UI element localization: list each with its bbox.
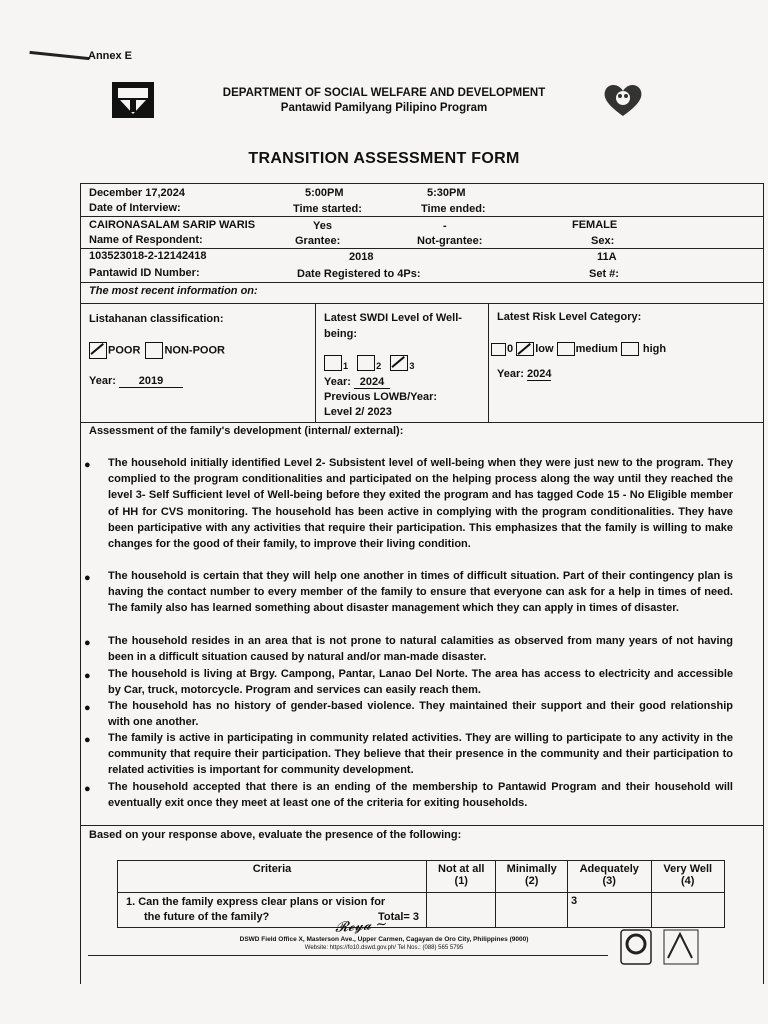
criteria-header: Criteria (118, 861, 427, 893)
very-well-header (651, 861, 725, 893)
pen-mark (29, 41, 90, 60)
swdi-label: Latest SWDI Level of Well- (324, 312, 462, 324)
not-grantee-label: Not-grantee: (417, 235, 483, 247)
risk-medium-checkbox[interactable] (557, 342, 575, 356)
time-started-value: 5:00PM (305, 187, 344, 199)
criteria-table (117, 860, 725, 928)
non-poor-checkbox[interactable] (145, 342, 163, 359)
signature: 𝓡𝓮𝔂𝓪 ~ (334, 916, 388, 936)
time-ended-label: Time ended: (421, 203, 486, 215)
risk-year-value: 2024 (526, 368, 552, 380)
bullet-icon: ● (84, 734, 91, 746)
dswd-logo-icon (110, 80, 156, 120)
criteria-row-1-question-text: the future of the family? (144, 911, 270, 923)
divider (81, 282, 763, 283)
assessment-form (80, 183, 764, 984)
divider (315, 303, 316, 422)
not-at-all-header (427, 861, 496, 893)
program-name: Pantawid Pamilyang Pilipino Program (280, 102, 488, 114)
adequately-score: (3) (602, 875, 616, 887)
adequately-label: Adequately (579, 863, 639, 875)
divider (81, 422, 763, 423)
divider (81, 216, 763, 217)
form-title: TRANSITION ASSESSMENT FORM (248, 150, 520, 167)
criteria-row-1-total: Total= 3 (377, 911, 420, 923)
listahanan-year (89, 375, 183, 388)
minimally-cell[interactable] (496, 893, 567, 928)
swdi-level-2-checkbox[interactable] (357, 355, 375, 371)
footer-divider (88, 955, 608, 956)
swdi-level-2-label: 2 (376, 361, 382, 372)
swdi-level-3-label: 3 (409, 361, 415, 372)
interview-date-value: December 17,2024 (89, 187, 186, 199)
footer-contact: Website: https://fo10.dswd.gov.ph/ Tel Nos.: (088) 565 5795 (304, 945, 464, 951)
adequately-header (567, 861, 651, 893)
not-grantee-value: - (443, 220, 447, 232)
assessment-bullet-7: The household accepted that there is an ending of the membership to Pantawid Program and their household will eventually exit once they meet at least one of the criteria for exiting households. (108, 781, 733, 810)
risk-high-label: high (642, 342, 667, 355)
table-row (118, 893, 725, 928)
not-at-all-label: Not at all (438, 863, 485, 875)
grantee-value: Yes (313, 220, 332, 232)
divider (81, 303, 763, 304)
recent-info-label: The most recent information on: (89, 285, 258, 297)
respondent-name-label: Name of Respondent: (89, 234, 203, 246)
very-well-score: (4) (681, 875, 695, 887)
pantawid-id-label: Pantawid ID Number: (89, 267, 200, 279)
divider (488, 303, 489, 422)
department-name: DEPARTMENT OF SOCIAL WELFARE AND DEVELOPMENT (222, 87, 546, 99)
non-poor-label: NON-POOR (164, 344, 225, 357)
poor-checkbox[interactable] (89, 342, 107, 359)
risk-0-checkbox[interactable] (491, 343, 506, 356)
interview-date-label: Date of Interview: (89, 202, 181, 214)
bullet-icon: ● (84, 637, 91, 649)
divider (81, 248, 763, 249)
minimally-label: Minimally (506, 863, 557, 875)
risk-year (497, 368, 551, 380)
certification-logos-icon (620, 928, 720, 968)
swdi-year-label: Year: (324, 376, 351, 388)
divider (81, 825, 763, 826)
assessment-heading: Assessment of the family's development (internal/ external): (89, 425, 404, 437)
assessment-bullet-5: The household has no history of gender-based violence. They maintained their support and their good relationship with one another. (108, 700, 733, 729)
swdi-level-1-label: 1 (343, 361, 349, 372)
adequately-cell[interactable]: 3 (567, 893, 651, 928)
evaluate-heading: Based on your response above, evaluate the presence of the following: (89, 829, 462, 841)
minimally-header (496, 861, 567, 893)
swdi-year (324, 376, 390, 389)
bullet-icon: ● (84, 783, 91, 795)
previous-lowb-label: Previous LOWB/Year: (324, 391, 438, 403)
assessment-bullet-4: The household is living at Brgy. Campong, Pantar, Lanao Del Norte. The area has access to electricity and accessible by Car, truck, motorcycle. Program and services can easily reach them. (108, 668, 733, 697)
risk-medium-label: medium (575, 342, 618, 355)
risk-level-label: Latest Risk Level Category: (497, 311, 642, 323)
set-value: 11A (597, 251, 617, 263)
set-label: Set #: (589, 268, 619, 280)
annex-label: Annex E (88, 50, 133, 62)
swdi-options (324, 355, 414, 371)
criteria-row-1-question: 1. Can the family express clear plans or vision for (126, 896, 386, 908)
footer-address: DSWD Field Office X, Masterson Ave., Upper Carmen, Cagayan de Oro City, Philippines (9000) (239, 936, 529, 943)
not-at-all-cell[interactable] (427, 893, 496, 928)
risk-high-checkbox[interactable] (621, 342, 639, 356)
risk-low-label: low (535, 342, 554, 355)
poor-label: POOR (108, 344, 141, 357)
very-well-label: Very Well (663, 863, 713, 875)
bullet-icon: ● (84, 670, 91, 682)
listahanan-label: Listahanan classification: (89, 313, 224, 325)
swdi-year-value: 2024 (354, 376, 390, 389)
risk-0-label: 0 (507, 342, 514, 355)
swdi-label-cont: being: (324, 328, 357, 340)
swdi-level-3-checkbox[interactable] (390, 355, 408, 371)
risk-low-checkbox[interactable] (516, 342, 534, 356)
time-started-label: Time started: (293, 203, 362, 215)
pantawid-id-value: 103523018-2-12142418 (89, 250, 207, 262)
registered-label: Date Registered to 4Ps: (297, 268, 421, 280)
very-well-cell[interactable] (651, 893, 725, 928)
bullet-icon: ● (84, 459, 91, 471)
assessment-bullet-6: The family is active in participating in community related activities. They are willing to participate to any activity in the community that require their participation. They believe that their presence in the community and their participation to related activities is important for community development. (108, 732, 733, 777)
listahanan-options (89, 342, 225, 359)
previous-lowb-value: Level 2/ 2023 (324, 406, 392, 418)
time-ended-value: 5:30PM (427, 187, 466, 199)
listahanan-year-value: 2019 (119, 375, 183, 388)
risk-options (491, 342, 666, 356)
listahanan-year-label: Year: (89, 375, 116, 387)
minimally-score: (2) (524, 875, 539, 887)
swdi-level-1-checkbox[interactable] (324, 355, 342, 371)
assessment-bullet-3: The household resides in an area that is not prone to natural calamities as observed from many years of not having been in a difficult situation caused by natural and/or man-made disaster. (108, 635, 733, 664)
bullet-icon: ● (84, 572, 91, 584)
respondent-name-value: CAIRONASALAM SARIP WARIS (89, 219, 256, 231)
not-at-all-score: (1) (454, 875, 468, 887)
grantee-label: Grantee: (295, 235, 341, 247)
registered-year-value: 2018 (349, 251, 374, 263)
risk-year-label: Year: (497, 368, 524, 380)
sex-value: FEMALE (572, 219, 618, 231)
assessment-bullet-2: The household is certain that they will help one another in times of difficult situation. Part of their contingency plan is having the contact number to every member of the family to ensure that everyone can ask for a help in times of need. The family also has learned something about disaster management which they can apply in times of disaster. (108, 570, 733, 615)
bullet-icon: ● (84, 702, 91, 714)
sex-label: Sex: (591, 235, 615, 247)
assessment-bullet-1: The household initially identified Level 2- Subsistent level of well-being when they were just new to the program. They complied to the program conditionalities and participated on the helping process along the way until they reached the level 3- Self Sufficient level of Well-being before they exited the program and has tagged Code 15 - No Eligible member of HH for CVS monitoring. The household has been active in complying with the program conditionalities. They have been participative with any activities that require their participation. This emphasizes that the family is willing to make changes for the good of their family, to improve their living condition. (108, 457, 733, 551)
